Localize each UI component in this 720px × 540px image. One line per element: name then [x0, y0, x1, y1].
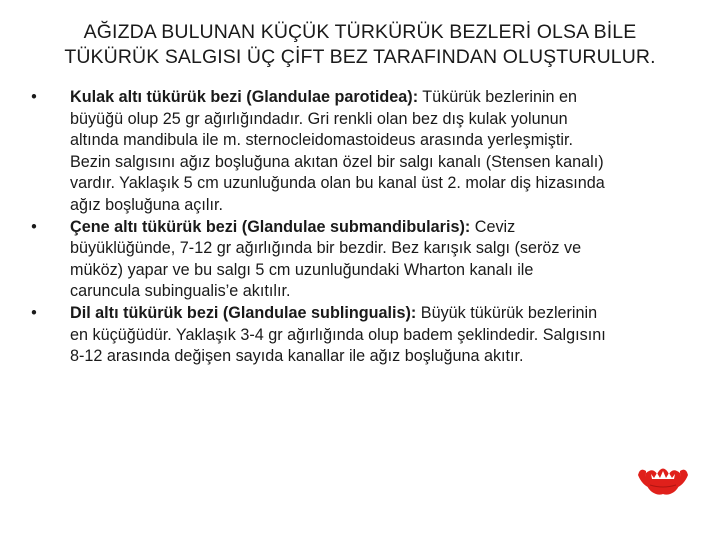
- bullet-item-submandibular: [26, 217, 606, 303]
- bullet-icon: •: [31, 88, 37, 106]
- bullet-text: Tükürük bezlerinin en büyüğü olup 25 gr ağırlığındadır. Gri renkli olan bez dış kulak yolunun altında mandibula ile m. sternocleidomastoideus arasında yerleşmiştir. Bezin salgısını ağız boşluğuna akıtan özel bir salgı kanalı (Stensen kanalı) vardır. Yaklaşık 5 cm uzunluğunda olan bu kanal üst 2. molar diş hizasında ağız boşluğuna açılır.: [70, 88, 605, 214]
- bullet-item-sublingual: [26, 303, 606, 368]
- bullet-term: Dil altı tükürük bezi (Glandulae sublingualis):: [70, 303, 417, 322]
- red-crown-ornament-icon: [636, 461, 690, 497]
- bullet-item-parotid: [26, 87, 606, 217]
- slide-title: [30, 20, 690, 70]
- bullet-list: [26, 87, 606, 368]
- bullet-text: Ceviz büyüklüğünde, 7-12 gr ağırlığında bir bezdir. Bez karışık salgı (seröz ve müköz) yapar ve bu salgı 5 cm uzunluğundaki Wharton kanalı ile caruncula subingualis’e akıtılır.: [70, 217, 582, 301]
- bullet-text: Büyük tükürük bezlerinin en küçüğüdür. Yaklaşık 3-4 gr ağırlığında olup badem şeklindedir. Salgısını 8-12 arasında değişen sayıda kanallar ile ağız boşluğuna akıtır.: [70, 303, 606, 366]
- bullet-icon: •: [31, 303, 37, 322]
- bullet-icon: •: [31, 217, 37, 236]
- title-line-1: AĞIZDA BULUNAN KÜÇÜK TÜRKÜRÜK BEZLERİ OLSA BİLE: [83, 21, 637, 43]
- bullet-term: Kulak altı tükürük bezi (Glandulae parotidea):: [70, 88, 419, 106]
- title-line-2: TÜKÜRÜK SALGISI ÜÇ ÇİFT BEZ TARAFINDAN OLUŞTURULUR.: [64, 46, 656, 68]
- bullet-term: Çene altı tükürük bezi (Glandulae submandibularis):: [70, 217, 471, 236]
